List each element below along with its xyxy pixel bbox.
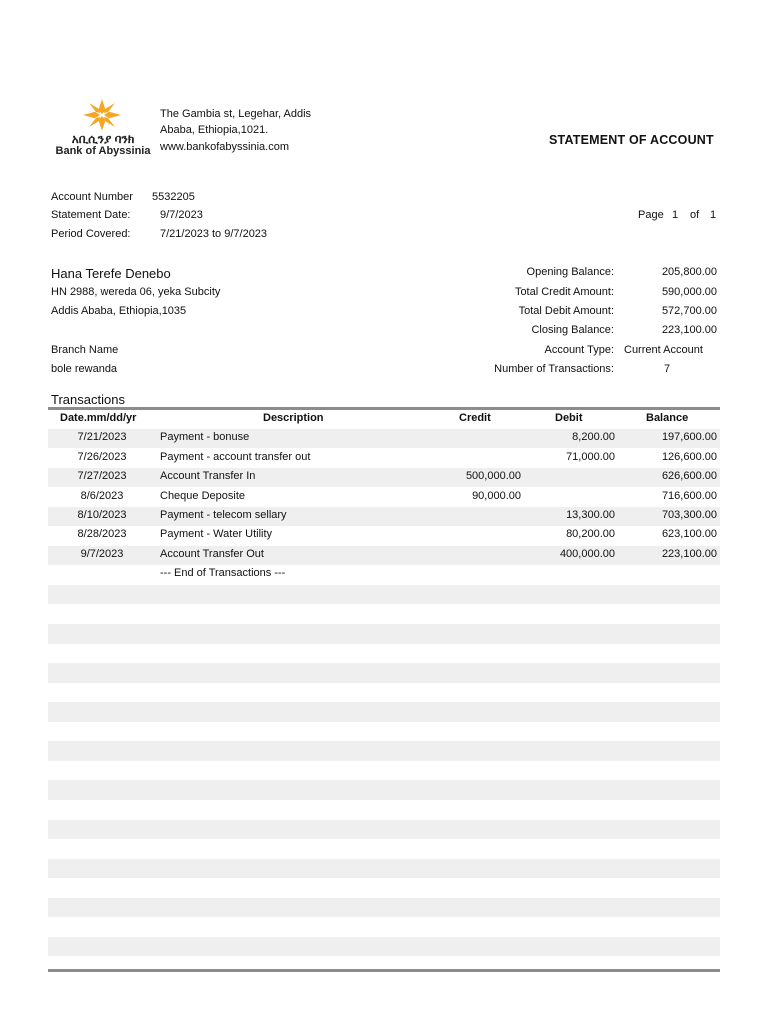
bank-name: Bank of Abyssinia	[55, 145, 151, 157]
row-description: Payment - account transfer out	[160, 451, 311, 463]
row-description: Cheque Deposite	[160, 490, 246, 502]
statement-date: 9/7/2023	[160, 209, 203, 221]
row-balance: 626,600.00	[661, 470, 717, 482]
table-stripe	[48, 663, 720, 683]
page-label: Page	[638, 209, 664, 221]
row-date: 9/7/2023	[80, 548, 124, 560]
row-balance: 126,600.00	[661, 451, 717, 463]
star-logo-icon	[80, 98, 124, 132]
row-description: Payment - bonuse	[160, 431, 250, 443]
table-stripe	[48, 702, 720, 722]
opening-balance: 205,800.00	[661, 266, 717, 278]
bank-logo	[50, 98, 156, 160]
table-stripe	[48, 780, 720, 800]
row-credit: 90,000.00	[472, 490, 521, 502]
table-stripe	[48, 937, 720, 957]
total-credit-label: Total Credit Amount:	[514, 286, 614, 298]
row-description: Account Transfer In	[160, 470, 256, 482]
table-bottom-rule	[48, 969, 720, 972]
period-label: Period Covered:	[51, 228, 131, 240]
column-header-balance: Balance	[646, 412, 689, 424]
transactions-heading: Transactions	[51, 392, 125, 407]
customer-address-line1: HN 2988, wereda 06, yeka Subcity	[51, 286, 221, 298]
total-debit: 572,700.00	[661, 305, 717, 317]
table-stripe	[48, 741, 720, 761]
end-of-transactions: --- End of Transactions ---	[160, 567, 286, 579]
statement-title: STATEMENT OF ACCOUNT	[549, 133, 714, 147]
total-credit: 590,000.00	[661, 286, 717, 298]
page-of-label: of	[690, 209, 700, 221]
table-top-rule	[48, 407, 720, 410]
bank-address-line2: Ababa, Ethiopia,1021.	[160, 124, 269, 136]
column-header-date: Date.mm/dd/yr	[60, 412, 137, 424]
row-balance: 223,100.00	[661, 548, 717, 560]
transaction-count-label: Number of Transactions:	[494, 363, 614, 375]
account-number-label: Account Number	[51, 191, 133, 203]
transaction-count: 7	[664, 363, 671, 375]
account-type-label: Account Type:	[544, 344, 614, 356]
row-description: Payment - telecom sellary	[160, 509, 287, 521]
closing-balance-label: Closing Balance:	[531, 324, 614, 336]
row-debit: 400,000.00	[559, 548, 615, 560]
account-type: Current Account	[624, 344, 703, 356]
row-date: 8/28/2023	[77, 528, 127, 540]
row-description: Account Transfer Out	[160, 548, 264, 560]
column-header-debit: Debit	[555, 412, 583, 424]
row-date: 7/27/2023	[77, 470, 127, 482]
branch-label: Branch Name	[51, 344, 119, 356]
page-current: 1	[672, 209, 679, 221]
column-header-description: Description	[263, 412, 324, 424]
row-balance: 623,100.00	[661, 528, 717, 540]
row-debit: 8,200.00	[572, 431, 615, 443]
bank-name-amharic: አቢሲንያ ባንክ	[71, 132, 135, 146]
total-debit-label: Total Debit Amount:	[518, 305, 614, 317]
bank-website: www.bankofabyssinia.com	[160, 141, 290, 153]
row-date: 8/6/2023	[80, 490, 124, 502]
row-debit: 13,300.00	[566, 509, 615, 521]
statement-date-label: Statement Date:	[51, 209, 131, 221]
row-description: Payment - Water Utility	[160, 528, 273, 540]
table-stripe	[48, 820, 720, 840]
page-total: 1	[710, 209, 717, 221]
table-stripe	[48, 859, 720, 879]
row-balance: 716,600.00	[661, 490, 717, 502]
opening-balance-label: Opening Balance:	[526, 266, 614, 278]
branch-name: bole rewanda	[51, 363, 118, 375]
row-credit: 500,000.00	[465, 470, 521, 482]
row-balance: 197,600.00	[661, 431, 717, 443]
table-stripe	[48, 898, 720, 918]
row-date: 8/10/2023	[77, 509, 127, 521]
period-covered: 7/21/2023 to 9/7/2023	[160, 228, 268, 240]
row-debit: 71,000.00	[566, 451, 615, 463]
customer-address-line2: Addis Ababa, Ethiopia,1035	[51, 305, 187, 317]
row-date: 7/21/2023	[77, 431, 127, 443]
account-number: 5532205	[152, 191, 195, 203]
bank-address-line1: The Gambia st, Legehar, Addis	[160, 108, 312, 120]
row-debit: 80,200.00	[566, 528, 615, 540]
customer-name: Hana Terefe Denebo	[51, 266, 171, 281]
column-header-credit: Credit	[459, 412, 491, 424]
table-stripe	[48, 624, 720, 644]
row-balance: 703,300.00	[661, 509, 717, 521]
closing-balance: 223,100.00	[661, 324, 717, 336]
table-stripe	[48, 585, 720, 605]
row-date: 7/26/2023	[77, 451, 127, 463]
